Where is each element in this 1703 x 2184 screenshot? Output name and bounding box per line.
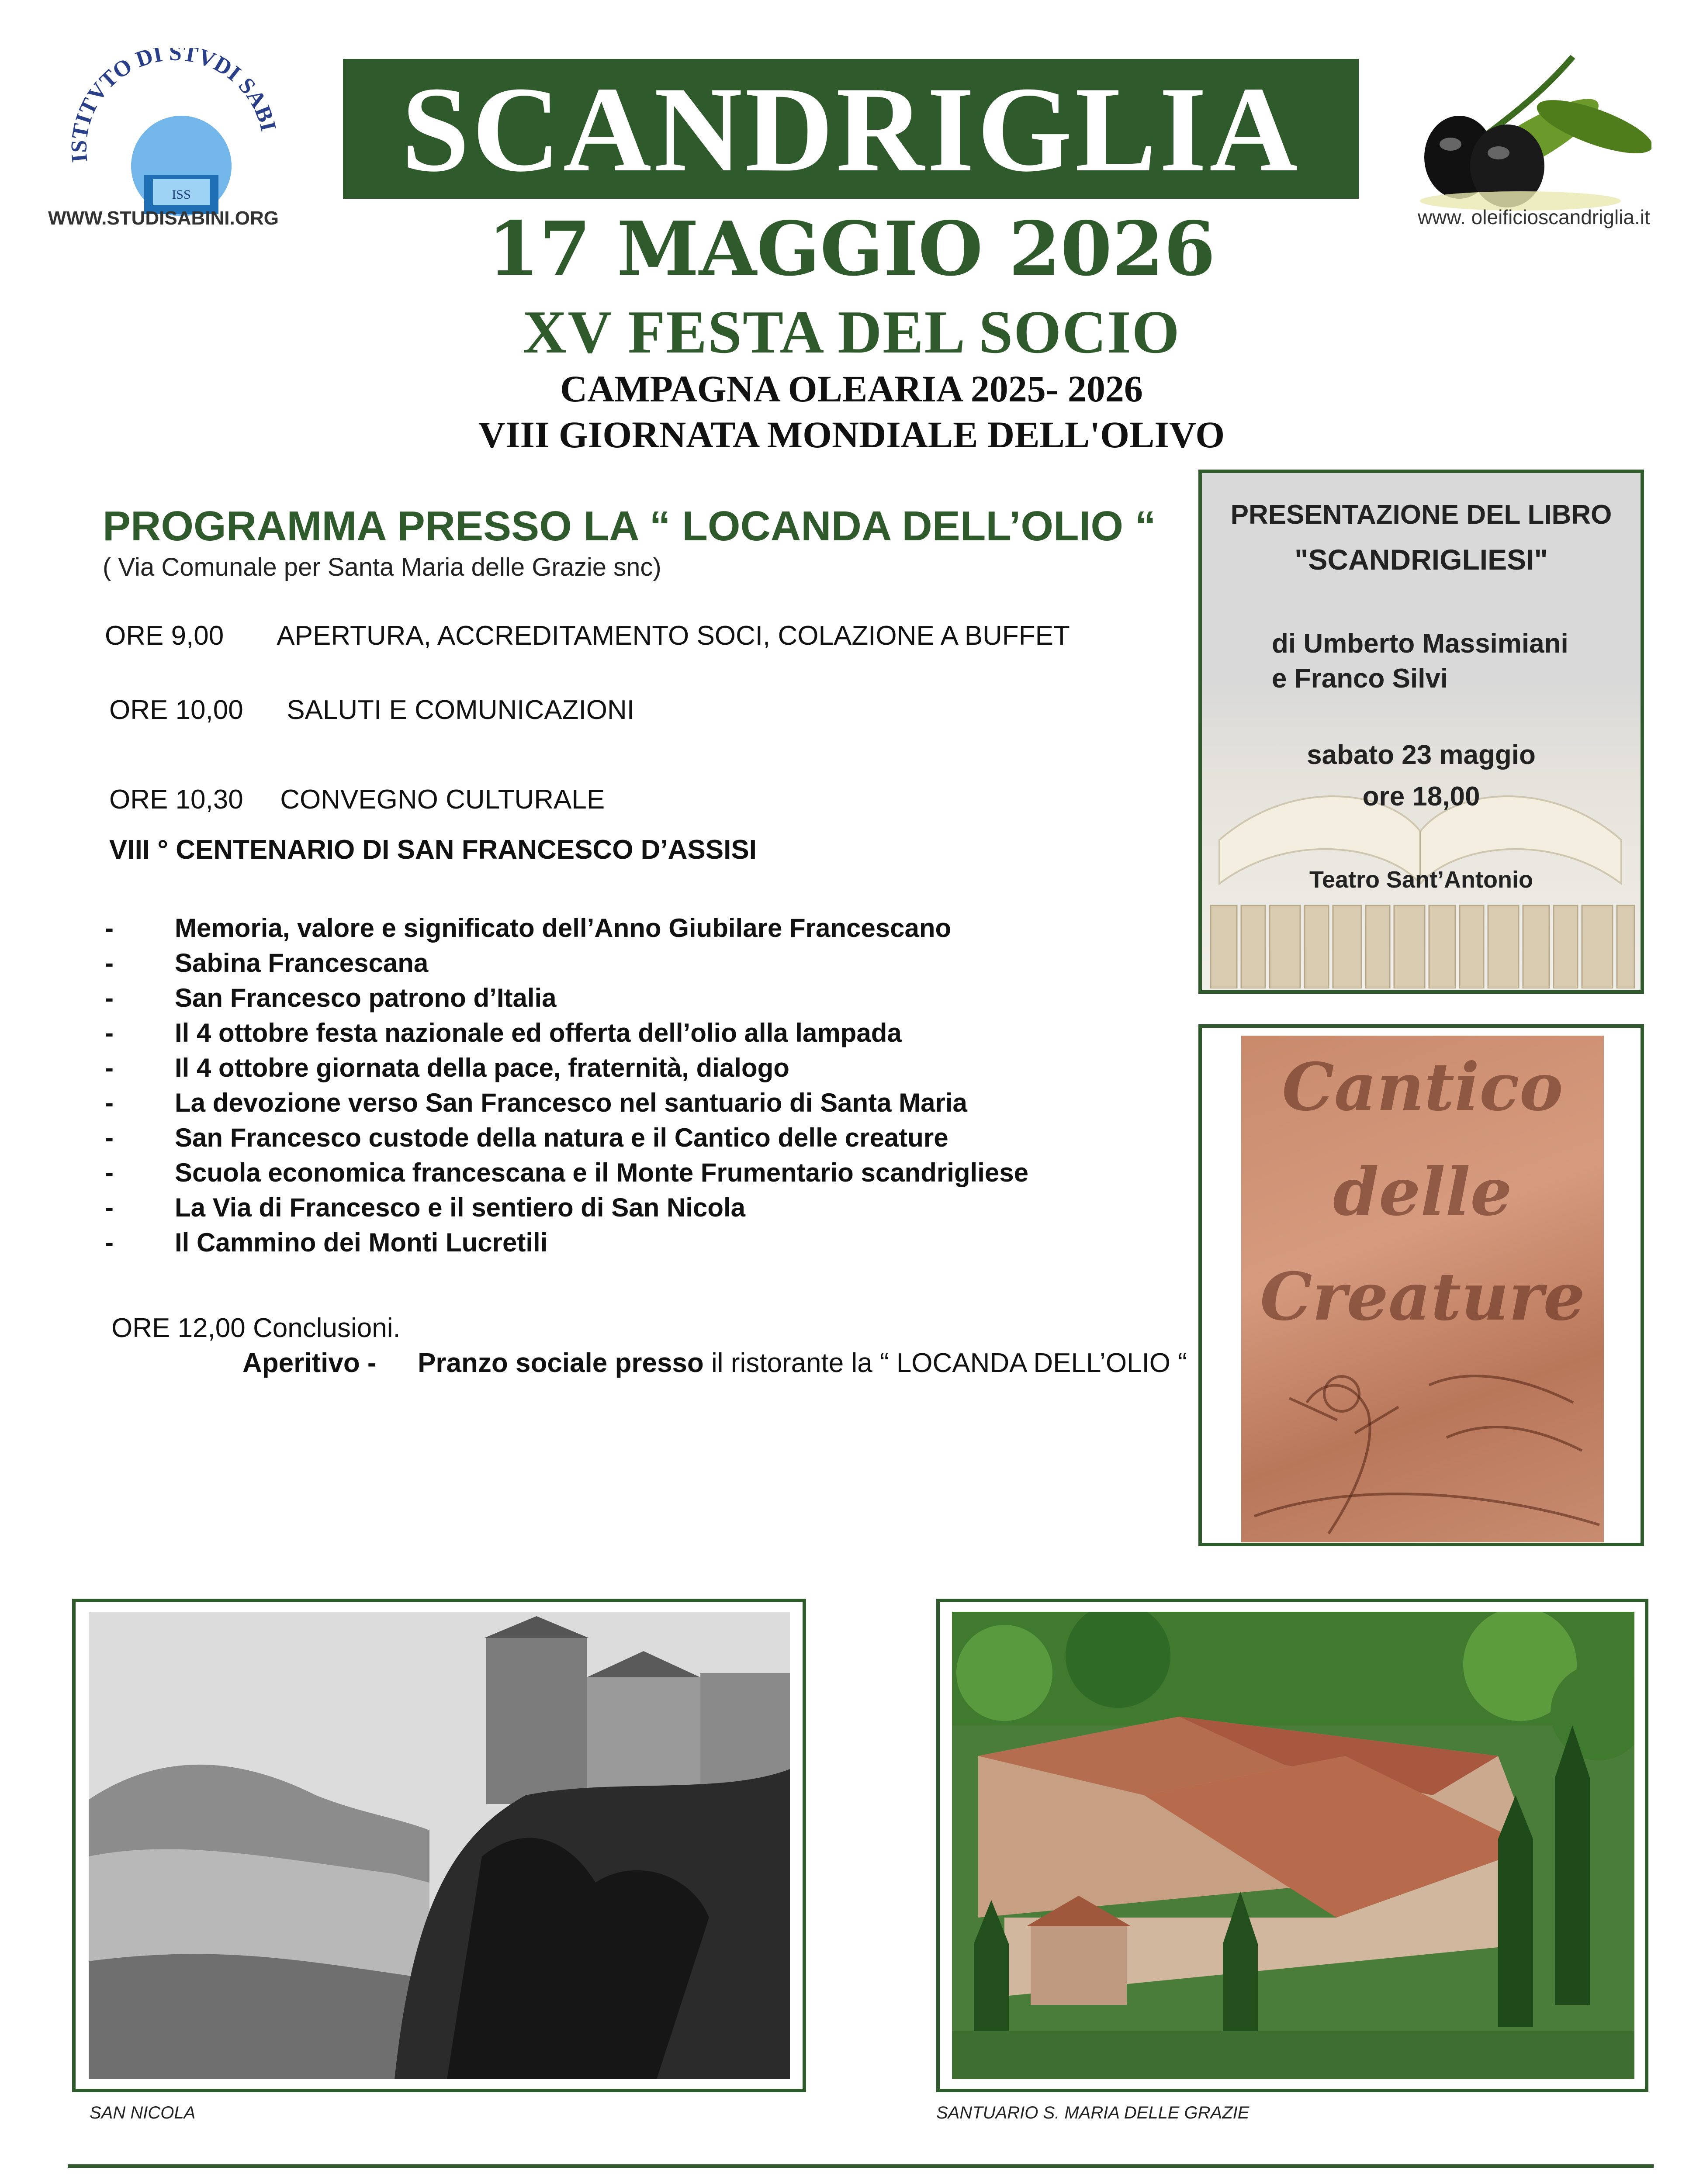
cantico-word-3: Creature	[1260, 1258, 1585, 1335]
url-right[interactable]: www. oleificioscandriglia.it	[1418, 206, 1650, 228]
list-item: - Il 4 ottobre giornata della pace, fraternità, dialogo	[105, 1053, 789, 1082]
schedule-time: ORE 12,00	[111, 1313, 246, 1343]
san-nicola-photo-frame	[72, 1599, 806, 2092]
topics-list	[105, 911, 1028, 1260]
schedule-time: ORE 9,00	[105, 621, 224, 651]
list-item: - Il 4 ottobre festa nazionale ed offerta dell’olio alla lampada	[105, 1018, 902, 1047]
list-item: - Memoria, valore e significato dell’Anno Giubilare Francescano	[105, 913, 952, 943]
book-author-2: e Franco Silvi	[1272, 663, 1448, 694]
book-time: ore 18,00	[1362, 781, 1480, 812]
san-nicola-photo	[89, 1612, 790, 2079]
url-left[interactable]: WWW.STUDISABINI.ORG	[48, 207, 279, 229]
aperitivo-label: Aperitivo -	[242, 1348, 377, 1378]
schedule-time: ORE 10,30	[109, 784, 243, 815]
subtitle-campagna: CAMPAGNA OLEARIA 2025- 2026	[560, 368, 1143, 410]
svg-text:ISS: ISS	[172, 187, 191, 202]
event-name: XV FESTA DEL SOCIO	[523, 298, 1180, 366]
cantico-engraving-image	[1241, 1036, 1604, 1542]
schedule-row-4	[111, 1313, 401, 1344]
schedule-time: ORE 10,00	[109, 695, 243, 725]
santuario-caption: SANTUARIO S. MARIA DELLE GRAZIE	[936, 2103, 1250, 2122]
santuario-photo	[952, 1612, 1634, 2079]
book-line-1: PRESENTAZIONE DEL LIBRO	[1230, 500, 1612, 530]
program-heading: PROGRAMMA PRESSO LA “ LOCANDA DELL’OLIO “	[103, 503, 1156, 549]
list-item: - La devozione verso San Francesco nel santuario di Santa Maria	[105, 1088, 967, 1117]
cantico-image-box	[1198, 1024, 1644, 1546]
cantico-word-2: delle	[1333, 1154, 1512, 1230]
svg-text:ISTITVTO DI STVDI SABINI: ISTITVTO DI STVDI SABI	[66, 48, 281, 164]
schedule-row-1	[105, 620, 1070, 651]
list-item: - Sabina Francescana	[105, 948, 429, 978]
book-author-1: di Umberto Massimiani	[1272, 629, 1568, 659]
list-item: - La Via di Francesco e il sentiero di San Nicola	[105, 1193, 746, 1222]
subtitle-giornata: VIII GIORNATA MONDIALE DELL'OLIVO	[478, 414, 1225, 456]
footer-divider	[68, 2164, 1654, 2168]
list-item: - Il Cammino dei Monti Lucretili	[105, 1228, 548, 1257]
book-presentation-box	[1198, 470, 1644, 994]
pranzo-line	[242, 1348, 1187, 1379]
san-nicola-caption: SAN NICOLA	[90, 2103, 196, 2122]
list-item: - Scuola economica francescana e il Monte Frumentario scandrigliese	[105, 1158, 1028, 1187]
book-date: sabato 23 maggio	[1307, 740, 1536, 770]
schedule-row-2	[109, 695, 634, 726]
schedule-row-3	[109, 784, 605, 815]
list-item: - San Francesco custode della natura e il Cantico delle creature	[105, 1123, 948, 1152]
schedule-text: APERTURA, ACCREDITAMENTO SOCI, COLAZIONE A BUFFET	[277, 621, 1070, 651]
book-venue: Teatro Sant’Antonio	[1309, 867, 1533, 893]
pranzo-location: il ristorante la “ LOCANDA DELL’OLIO “	[711, 1348, 1187, 1378]
list-item: - San Francesco patrono d’Italia	[105, 983, 557, 1013]
title-banner	[343, 59, 1359, 199]
page-title: SCANDRIGLIA	[401, 61, 1301, 197]
cantico-word-1: Cantico	[1282, 1049, 1563, 1126]
santuario-photo-frame	[936, 1599, 1648, 2092]
book-title: "SCANDRIGLIESI"	[1295, 543, 1548, 576]
centenario-heading: VIII ° CENTENARIO DI SAN FRANCESCO D’ASSISI	[109, 835, 757, 865]
pranzo-label: Pranzo sociale presso	[418, 1348, 704, 1378]
program-address: ( Via Comunale per Santa Maria delle Grazie snc)	[103, 553, 661, 581]
schedule-text: CONVEGNO CULTURALE	[280, 784, 605, 815]
event-date: 17 MAGGIO 2026	[487, 205, 1216, 293]
schedule-text: Conclusioni.	[253, 1313, 401, 1343]
schedule-text: SALUTI E COMUNICAZIONI	[287, 695, 634, 725]
